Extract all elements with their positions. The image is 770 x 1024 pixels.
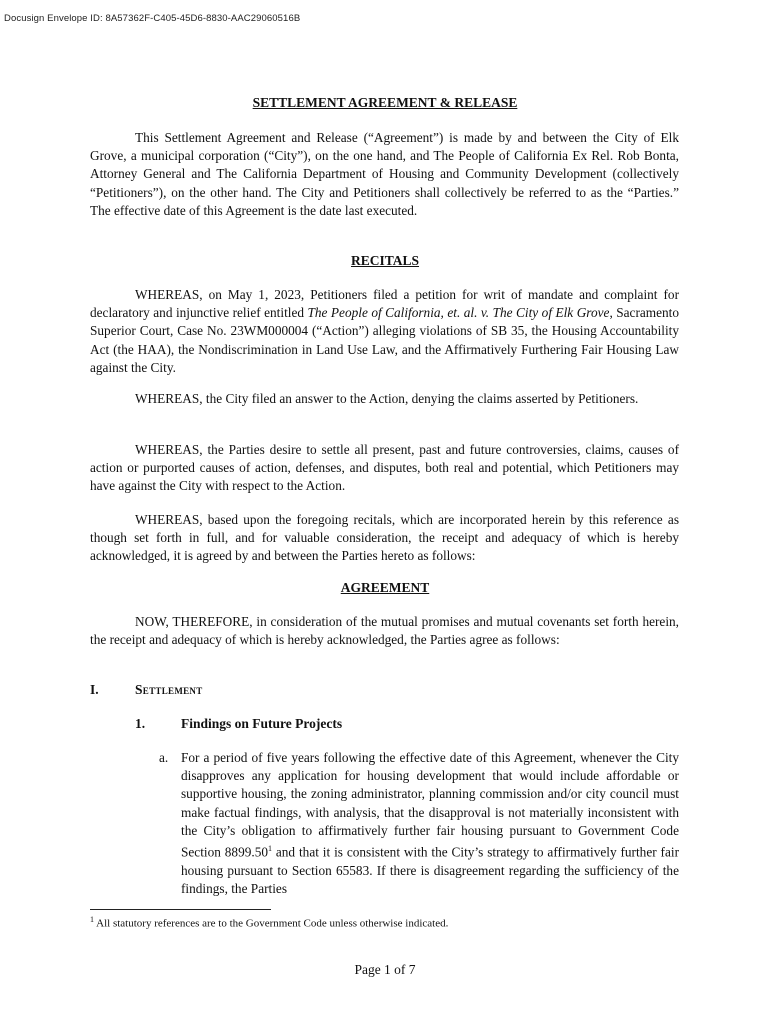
agreement-heading: AGREEMENT <box>340 580 430 595</box>
item-a-post: and that it is consistent with the City’s strategy to affirmatively further fair housing pursuant to Section 65583. If there is disagreement regarding the sufficiency of the findings, the Parties <box>181 844 679 896</box>
footnote-divider <box>90 909 271 910</box>
agreement-intro: NOW, THEREFORE, in consideration of the mutual promises and mutual covenants set forth herein, the receipt and adequacy of which is hereby acknowledged, the Parties agree as follows: <box>90 614 679 648</box>
item-a-text <box>181 749 679 898</box>
section-number: I. <box>90 682 99 697</box>
recital-2: WHEREAS, the City filed an answer to the Action, denying the claims asserted by Petitioners. <box>135 391 639 406</box>
footnote <box>90 915 448 930</box>
document-title: SETTLEMENT AGREEMENT & RELEASE <box>252 95 518 110</box>
subsection-title: Findings on Future Projects <box>181 716 343 731</box>
section-title: Settlement <box>135 682 203 697</box>
footnote-text: All statutory references are to the Government Code unless otherwise indicated. <box>94 917 449 930</box>
case-name: The People of California, et. al. v. The City of Elk Grove <box>307 305 610 321</box>
recital-1-post: , Sacramento Superior Court, Case No. 23WM000004 (“Action”) alleging violations of SB 35, the Housing Accountability Act (the HAA), the Nondiscrimination in Land Use Law, and the Affirmatively Furthering Fair Housing Law against the City. <box>90 305 680 375</box>
envelope-id: Docusign Envelope ID: 8A57362F-C405-45D6-8830-AAC29060516B <box>4 13 301 24</box>
recital-1-pre: WHEREAS, on May 1, 2023, Petitioners filed a petition for writ of mandate and complaint for declaratory and injunctive relief entitled <box>90 287 679 321</box>
intro-paragraph: This Settlement Agreement and Release (“Agreement”) is made by and between the City of Elk Grove, a municipal corporation (“City”), on the one hand, and The People of California Ex Rel. Rob Bonta, Attorney General and The California Department of Housing and Community Development (collectively “Petitioners”), on the other hand. The City and Petitioners shall collectively be referred to as the “Parties.” The effective date of this Agreement is the date last executed. <box>90 130 679 218</box>
item-letter: a. <box>159 750 169 765</box>
recital-4: WHEREAS, based upon the foregoing recitals, which are incorporated herein by this reference as though set forth in full, and for valuable consideration, the receipt and adequacy of which is hereby acknowledged, it is agreed by and between the Parties hereto as follows: <box>90 512 679 564</box>
recital-3: WHEREAS, the Parties desire to settle all present, past and future controversies, claims, causes of action or purported causes of action, defenses, and disputes, both real and potential, which Petitioners may have against the City with respect to the Action. <box>90 442 679 494</box>
page-number: Page 1 of 7 <box>354 962 416 977</box>
footnote-ref: 1 <box>268 844 272 854</box>
item-a-pre: For a period of five years following the effective date of this Agreement, whenever the City disapproves any application for housing development that would include affordable or supportive housing, the zoning administrator, planning commission and/or city council must make factual findings, with analysis, that the disapproval is not materially inconsistent with the City’s obligation to affirmatively further fair housing pursuant to Government Code Section 8899.50 <box>181 750 679 860</box>
footnote-marker: 1 <box>90 915 94 924</box>
recitals-heading: RECITALS <box>350 253 420 268</box>
recital-1 <box>90 286 679 377</box>
subsection-number: 1. <box>135 716 146 731</box>
